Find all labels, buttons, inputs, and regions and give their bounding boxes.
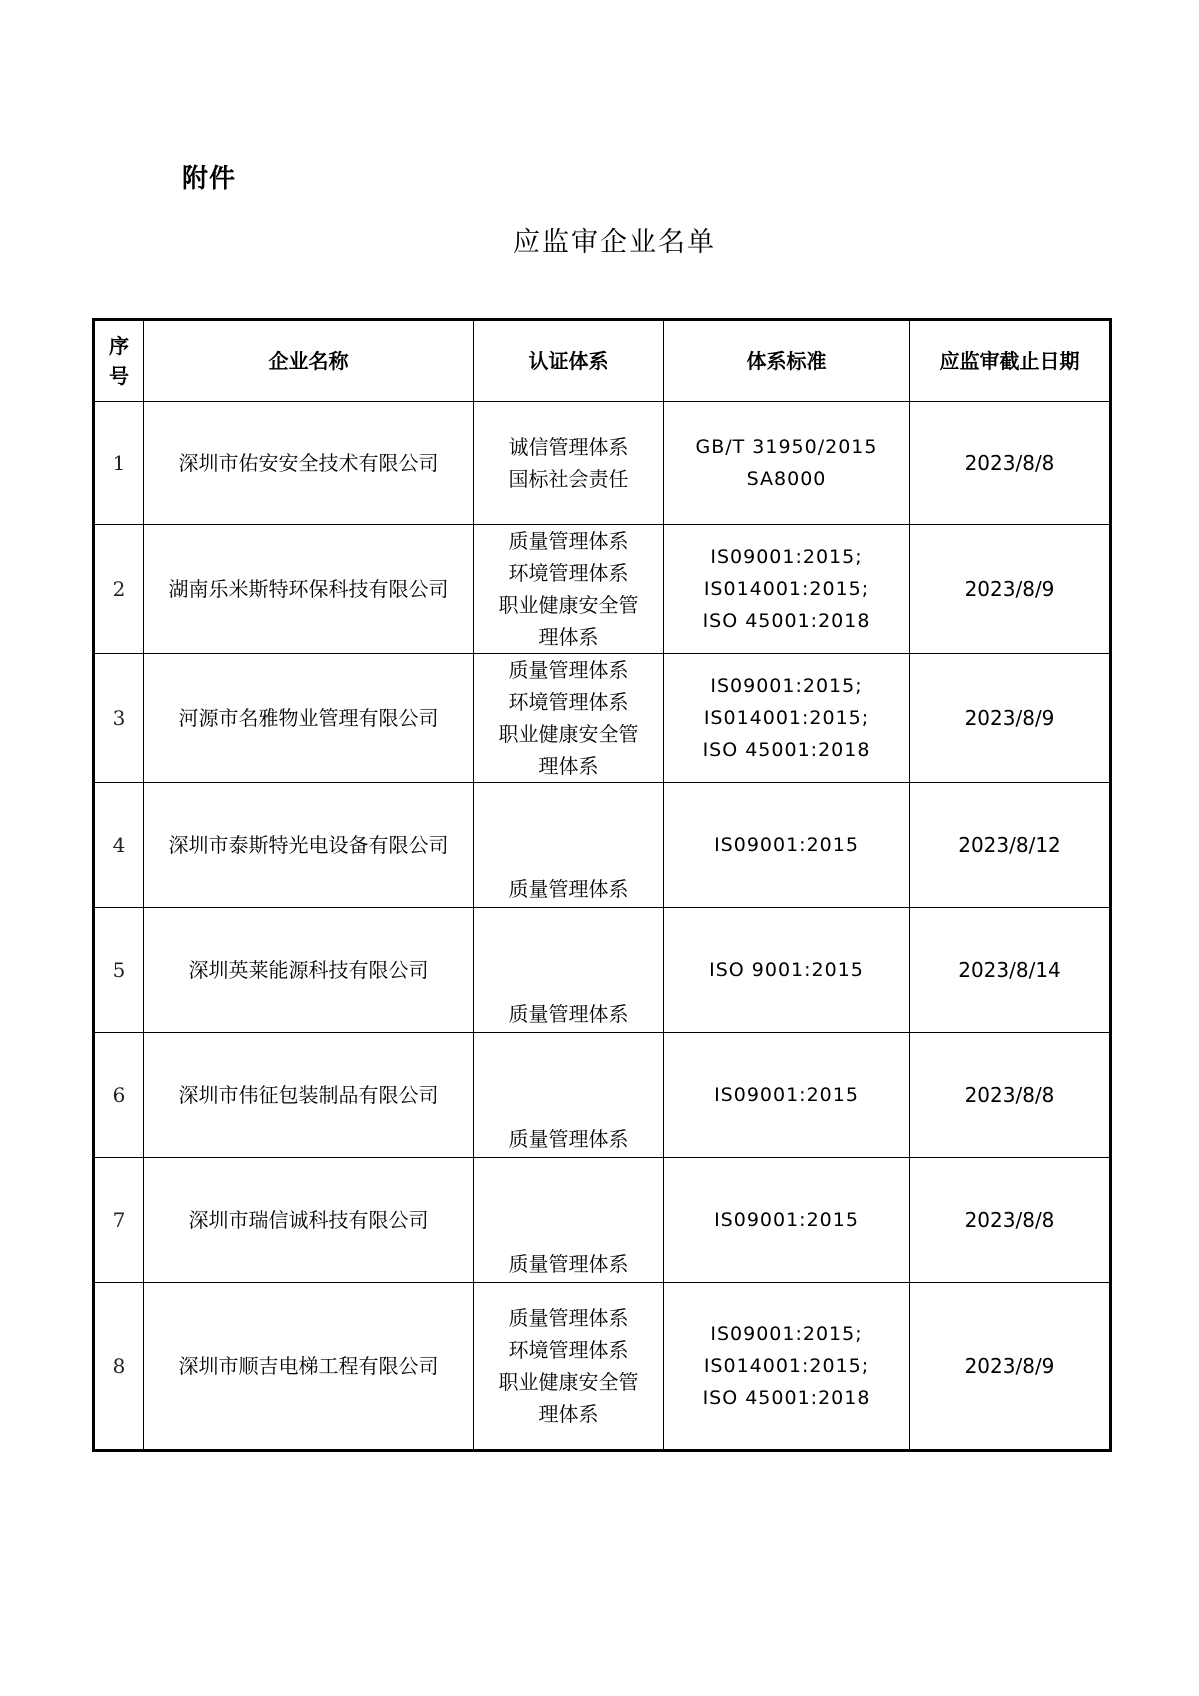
- certification-system-line: 质量管理体系: [508, 877, 629, 901]
- row-number: 1: [94, 402, 144, 525]
- header-no-text: 序 号: [109, 334, 129, 388]
- certification-system: [474, 1033, 664, 1158]
- audit-deadline: 2023/8/9: [910, 654, 1111, 783]
- table-row: [94, 908, 1111, 1033]
- audit-deadline: 2023/8/14: [910, 908, 1111, 1033]
- system-standard-line: ISO 45001:2018: [702, 739, 871, 761]
- enterprise-name: 深圳英莱能源科技有限公司: [144, 908, 474, 1033]
- certification-system-line: 环境管理体系: [508, 1338, 629, 1362]
- document-title: 应监审企业名单: [513, 227, 716, 258]
- table-row: [94, 1158, 1111, 1283]
- system-standard-line: IS014001:2015;: [703, 1355, 870, 1377]
- certification-system: [474, 525, 664, 654]
- certification-system-line: 理体系: [538, 1402, 599, 1426]
- enterprise-name: 深圳市瑞信诚科技有限公司: [144, 1158, 474, 1283]
- table-row: [94, 783, 1111, 908]
- enterprise-name: 深圳市顺吉电梯工程有限公司: [144, 1283, 474, 1451]
- system-standard-line: GB/T 31950/2015: [695, 436, 878, 458]
- certification-system-line: 质量管理体系: [508, 1252, 629, 1276]
- certification-system-line: 环境管理体系: [508, 561, 629, 585]
- system-standard: [664, 1033, 910, 1158]
- row-number: 6: [94, 1033, 144, 1158]
- system-standard-line: ISO 9001:2015: [709, 959, 864, 981]
- system-standard-line: ISO 45001:2018: [702, 1387, 871, 1409]
- system-standard: [664, 402, 910, 525]
- system-standard: [664, 1283, 910, 1451]
- certification-system-line: 职业健康安全管: [498, 1370, 639, 1394]
- enterprise-name: 深圳市泰斯特光电设备有限公司: [144, 783, 474, 908]
- certification-system-line: 环境管理体系: [508, 690, 629, 714]
- table-row: [94, 654, 1111, 783]
- audit-deadline: 2023/8/9: [910, 1283, 1111, 1451]
- enterprise-name: 河源市名雅物业管理有限公司: [144, 654, 474, 783]
- certification-system: [474, 402, 664, 525]
- certification-system-line: 职业健康安全管: [498, 593, 639, 617]
- audit-deadline: 2023/8/8: [910, 402, 1111, 525]
- system-standard-line: IS09001:2015;: [710, 1323, 863, 1345]
- system-standard: [664, 908, 910, 1033]
- attachment-label: 附件: [182, 164, 237, 194]
- header-standard: 体系标准: [664, 320, 910, 402]
- enterprise-name: 湖南乐米斯特环保科技有限公司: [144, 525, 474, 654]
- certification-system-line: 理体系: [538, 625, 599, 649]
- header-no: [94, 320, 144, 402]
- system-standard-line: ISO 45001:2018: [702, 610, 871, 632]
- certification-system-line: 质量管理体系: [508, 529, 629, 553]
- table-row: [94, 1283, 1111, 1451]
- table-row: [94, 1033, 1111, 1158]
- certification-system-line: 质量管理体系: [508, 1127, 629, 1151]
- system-standard-line: IS09001:2015: [714, 1084, 859, 1106]
- certification-system: [474, 783, 664, 908]
- header-name: 企业名称: [144, 320, 474, 402]
- certification-system: [474, 654, 664, 783]
- row-number: 7: [94, 1158, 144, 1283]
- enterprise-name: 深圳市佑安安全技术有限公司: [144, 402, 474, 525]
- enterprise-name: 深圳市伟征包装制品有限公司: [144, 1033, 474, 1158]
- certification-system-line: 质量管理体系: [508, 1002, 629, 1026]
- certification-system-line: 国标社会责任: [508, 467, 629, 491]
- system-standard-line: IS09001:2015;: [710, 546, 863, 568]
- certification-system-line: 质量管理体系: [508, 658, 629, 682]
- row-number: 3: [94, 654, 144, 783]
- system-standard-line: SA8000: [746, 468, 827, 490]
- table-header-row: [94, 320, 1111, 402]
- certification-system-line: 理体系: [538, 754, 599, 778]
- audit-deadline: 2023/8/8: [910, 1033, 1111, 1158]
- certification-system-line: 职业健康安全管: [498, 722, 639, 746]
- audit-deadline: 2023/8/8: [910, 1158, 1111, 1283]
- table-row: [94, 402, 1111, 525]
- system-standard-line: IS09001:2015: [714, 1209, 859, 1231]
- system-standard-line: IS014001:2015;: [703, 578, 870, 600]
- system-standard: [664, 1158, 910, 1283]
- certification-system-line: 诚信管理体系: [508, 435, 629, 459]
- system-standard-line: IS09001:2015;: [710, 675, 863, 697]
- system-standard-line: IS014001:2015;: [703, 707, 870, 729]
- table-row: [94, 525, 1111, 654]
- row-number: 5: [94, 908, 144, 1033]
- row-number: 8: [94, 1283, 144, 1451]
- row-number: 4: [94, 783, 144, 908]
- table-body: [94, 402, 1111, 1451]
- header-system: 认证体系: [474, 320, 664, 402]
- system-standard: [664, 783, 910, 908]
- audit-deadline: 2023/8/9: [910, 525, 1111, 654]
- certification-system-line: 质量管理体系: [508, 1306, 629, 1330]
- system-standard: [664, 525, 910, 654]
- audit-deadline: 2023/8/12: [910, 783, 1111, 908]
- header-deadline: 应监审截止日期: [910, 320, 1111, 402]
- row-number: 2: [94, 525, 144, 654]
- system-standard-line: IS09001:2015: [714, 834, 859, 856]
- enterprise-table: [92, 318, 1112, 1452]
- system-standard: [664, 654, 910, 783]
- certification-system: [474, 1158, 664, 1283]
- certification-system: [474, 908, 664, 1033]
- certification-system: [474, 1283, 664, 1451]
